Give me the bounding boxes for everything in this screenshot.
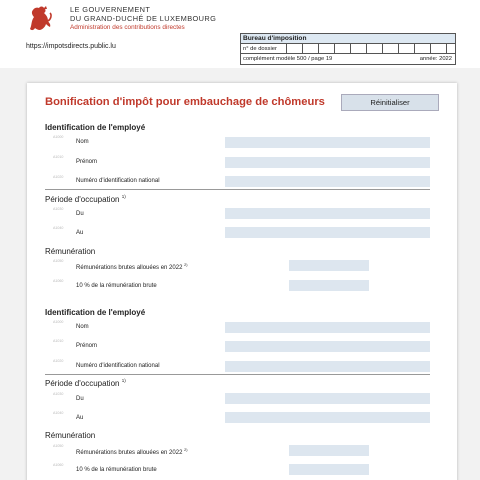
periode-title: Période d'occupation bbox=[45, 195, 120, 204]
remuneration-heading: Rémunération bbox=[45, 431, 96, 440]
field-code: A1040 bbox=[53, 226, 64, 230]
brutes-text: Rémunérations brutes allouées en 2022 bbox=[76, 265, 183, 271]
gov-line-1: LE GOUVERNEMENT bbox=[70, 5, 151, 14]
field-code: A1010 bbox=[53, 155, 64, 159]
prenom-input[interactable] bbox=[225, 157, 430, 168]
field-code: A1030 bbox=[53, 207, 64, 211]
periode-heading bbox=[45, 378, 126, 388]
dossier-digit-box[interactable] bbox=[303, 44, 319, 53]
field-code: A1030 bbox=[53, 392, 64, 396]
form-card bbox=[27, 83, 457, 480]
dossier-digit-box[interactable] bbox=[351, 44, 367, 53]
section-divider bbox=[45, 189, 430, 190]
dossier-digit-box[interactable] bbox=[399, 44, 415, 53]
prenom-label: Prénom bbox=[76, 159, 98, 165]
footnote-ref: 1) bbox=[121, 194, 126, 199]
gov-line-3: Administration des contributions directes bbox=[70, 24, 185, 31]
field-code: A1060 bbox=[53, 463, 64, 467]
dix-pourcent-input[interactable] bbox=[289, 280, 369, 291]
nin-label: Numéro d'identification national bbox=[76, 178, 160, 184]
au-input[interactable] bbox=[225, 412, 430, 423]
identification-heading: Identification de l'employé bbox=[45, 308, 146, 317]
field-code: A1000 bbox=[53, 135, 64, 139]
nom-label: Nom bbox=[76, 139, 89, 145]
field-code: A1060 bbox=[53, 279, 64, 283]
footnote-ref: 1) bbox=[121, 378, 126, 383]
red-lion-crest-icon bbox=[26, 3, 54, 33]
au-label: Au bbox=[76, 230, 84, 236]
field-code: A1050 bbox=[53, 444, 64, 448]
prenom-label: Prénom bbox=[76, 343, 98, 349]
footnote-ref: 2) bbox=[184, 263, 188, 267]
au-input[interactable] bbox=[225, 227, 430, 238]
periode-heading bbox=[45, 194, 126, 204]
nom-input[interactable] bbox=[225, 322, 430, 333]
field-code: A1050 bbox=[53, 259, 64, 263]
periode-title: Période d'occupation bbox=[45, 379, 120, 388]
dossier-digit-box[interactable] bbox=[415, 44, 431, 53]
brutes-text: Rémunérations brutes allouées en 2022 bbox=[76, 450, 183, 456]
reset-button[interactable]: Réinitialiser bbox=[341, 94, 439, 111]
page-header bbox=[0, 0, 480, 68]
brutes-label bbox=[76, 448, 187, 456]
field-code: A1010 bbox=[53, 339, 64, 343]
annee-text: année: 2022 bbox=[419, 56, 452, 62]
brutes-input[interactable] bbox=[289, 260, 369, 271]
section-divider bbox=[45, 374, 430, 375]
dossier-label: n° de dossier bbox=[241, 44, 287, 53]
du-input[interactable] bbox=[225, 208, 430, 219]
dossier-digit-box[interactable] bbox=[431, 44, 447, 53]
bureau-box bbox=[240, 33, 456, 65]
dix-pourcent-label: 10 % de la rémunération brute bbox=[76, 467, 157, 473]
bureau-title: Bureau d'imposition bbox=[241, 34, 455, 44]
du-label: Du bbox=[76, 211, 84, 217]
field-code: A1040 bbox=[53, 411, 64, 415]
field-code: A1020 bbox=[53, 359, 64, 363]
dossier-digit-box[interactable] bbox=[383, 44, 399, 53]
dix-pourcent-label: 10 % de la rémunération brute bbox=[76, 283, 157, 289]
site-url-link[interactable]: https://impotsdirects.public.lu bbox=[26, 43, 116, 50]
field-code: A1000 bbox=[53, 320, 64, 324]
dossier-digit-box[interactable] bbox=[367, 44, 383, 53]
remuneration-heading: Rémunération bbox=[45, 247, 96, 256]
dossier-digit-box[interactable] bbox=[319, 44, 335, 53]
brutes-input[interactable] bbox=[289, 445, 369, 456]
identification-heading: Identification de l'employé bbox=[45, 123, 146, 132]
nin-input[interactable] bbox=[225, 176, 430, 187]
complement-row bbox=[241, 54, 455, 64]
government-title bbox=[70, 5, 216, 32]
footnote-ref: 2) bbox=[184, 448, 188, 452]
nom-label: Nom bbox=[76, 324, 89, 330]
field-code: A1020 bbox=[53, 175, 64, 179]
dossier-digit-box[interactable] bbox=[335, 44, 351, 53]
gov-line-2: DU GRAND-DUCHÉ DE LUXEMBOURG bbox=[70, 14, 217, 23]
nom-input[interactable] bbox=[225, 137, 430, 148]
dossier-digit-box[interactable] bbox=[287, 44, 303, 53]
dix-pourcent-input[interactable] bbox=[289, 464, 369, 475]
du-input[interactable] bbox=[225, 393, 430, 404]
brutes-label bbox=[76, 263, 187, 271]
au-label: Au bbox=[76, 415, 84, 421]
nin-input[interactable] bbox=[225, 361, 430, 372]
prenom-input[interactable] bbox=[225, 341, 430, 352]
form-title: Bonification d'impôt pour embauchage de chômeurs bbox=[45, 96, 325, 108]
du-label: Du bbox=[76, 396, 84, 402]
nin-label: Numéro d'identification national bbox=[76, 363, 160, 369]
complement-text: complément modèle 500 / page 19 bbox=[243, 56, 333, 62]
dossier-row bbox=[241, 44, 455, 54]
